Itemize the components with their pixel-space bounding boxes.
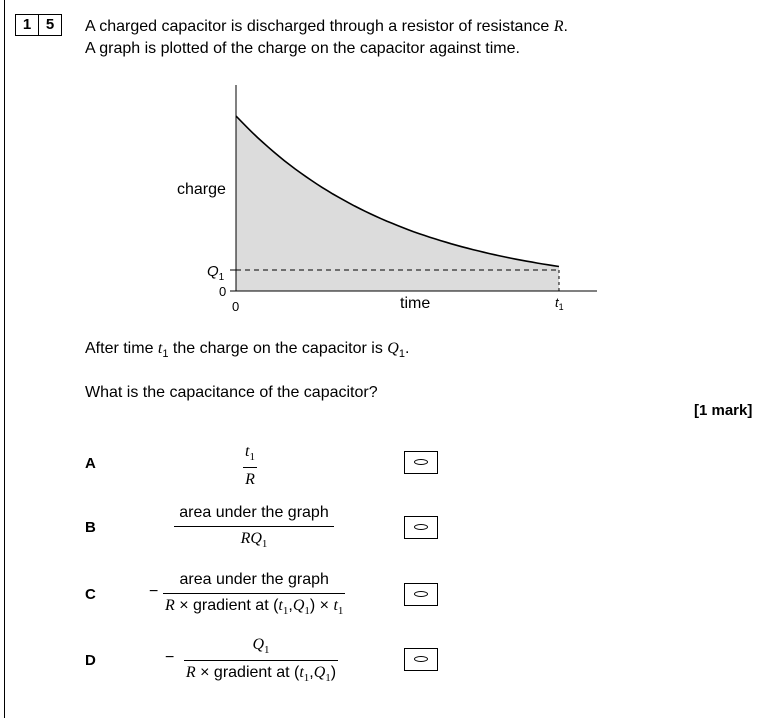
option-d-radio[interactable] (404, 648, 438, 671)
option-b-denominator: $RQ_1$ (174, 526, 334, 550)
y-axis-label: charge (177, 181, 226, 198)
after-period: . (404, 340, 410, 357)
option-a-letter: A (85, 455, 96, 472)
option-c-numerator: area under the graph (179, 571, 329, 588)
option-a-denominator: R (243, 467, 257, 489)
option-d-expression (179, 636, 343, 684)
stem-line-2: A graph is plotted of the charge on the capacitor against time. (85, 40, 520, 57)
after-text-1: After time (85, 340, 158, 357)
area-under-curve (236, 116, 559, 291)
zero-y-label: 0 (219, 284, 227, 299)
option-b-radio[interactable] (404, 516, 438, 539)
option-c-letter: C (85, 586, 96, 603)
resistance-symbol: R (553, 18, 564, 35)
t-subscript: 1 (162, 348, 169, 361)
q-symbol: Q (387, 340, 399, 357)
option-d-letter: D (85, 652, 96, 669)
option-c-radio[interactable] (404, 583, 438, 606)
q-subscript: 1 (398, 348, 405, 361)
option-b-expression (174, 504, 334, 550)
after-time-statement (85, 340, 409, 360)
stem-period: . (563, 18, 568, 35)
charge-time-graph (0, 0, 760, 330)
t1-tick-label: $t_1$ (555, 295, 564, 312)
option-c-expression (163, 571, 345, 617)
option-d-denominator: R × gradient at $(t_1,Q_1)$ (184, 660, 338, 684)
option-c-denominator: R × gradient at $(t_1,Q_1) \times t_1$ (163, 593, 345, 617)
question-prompt: What is the capacitance of the capacitor? (85, 384, 378, 401)
after-text-2: the charge on the capacitor is (168, 340, 388, 357)
option-b-numerator: area under the graph (179, 504, 329, 521)
mark-allocation: [1 mark] (694, 402, 753, 419)
t-symbol: t (157, 340, 163, 357)
option-d-numerator: $Q_1$ (252, 636, 270, 657)
option-a-expression (243, 443, 257, 489)
question-number-units: 5 (38, 15, 61, 35)
option-d-minus: − (165, 649, 175, 666)
stem-text-1: A charged capacitor is discharged through a resistor of resistance (85, 18, 554, 35)
question-number-tens: 1 (22, 16, 32, 33)
q1-tick-label: $Q_1$ (207, 263, 225, 283)
option-b-letter: B (85, 519, 96, 536)
option-a-numerator: $t_1$ (245, 443, 255, 464)
option-c-minus: − (149, 583, 159, 600)
x-axis-label: time (400, 295, 431, 312)
option-a-radio[interactable] (404, 451, 438, 474)
zero-x-label: 0 (232, 299, 240, 314)
